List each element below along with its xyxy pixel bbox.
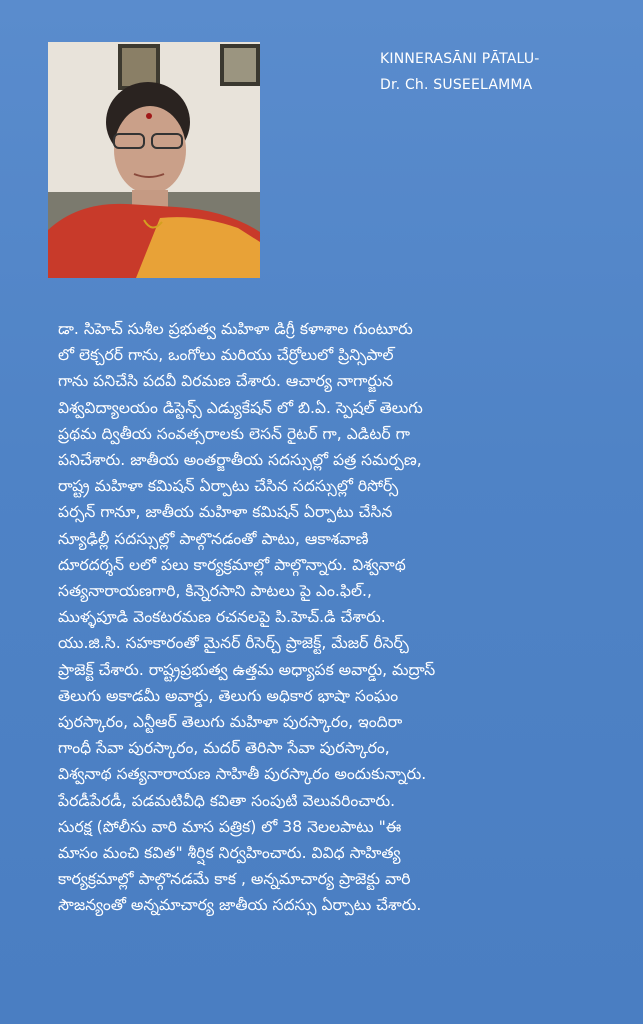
bio-line: యు.జి.సి. సహకారంతో మైనర్ రీసెర్చ్ ప్రాజెక్ట్, మేజర్ రీసెర్చ్ xyxy=(58,634,409,653)
book-title-block xyxy=(380,46,630,98)
bio-line: దూరదర్శన్ లలో పలు కార్యక్రమాల్లో పాల్గొన్నారు. విశ్వనాథ xyxy=(58,555,406,574)
bio-line: పనిచేశారు. జాతీయ అంతర్జాతీయ సదస్సుల్లో పత్ర సమర్పణ, xyxy=(58,451,422,470)
bio-line: పర్సన్ గానూ, జాతీయ మహిళా కమిషన్ ఏర్పాటు చేసిన xyxy=(58,503,393,522)
bio-line: సత్యనారాయణగారి, కిన్నెరసాని పాటలు పై ఎం.ఫిల్., xyxy=(58,582,372,601)
bio-line: తెలుగు అకాడమీ అవార్డు, తెలుగు అధికార భాషా సంఘం xyxy=(58,686,399,705)
bio-line: గాంధీ సేవా పురస్కారం, మదర్ తెరిసా సేవా పురస్కారం, xyxy=(58,739,390,758)
bio-line: సురక్ష (పోలీసు వారి మాస పత్రిక) లో 38 నెలలపాటు "ఈ xyxy=(58,817,402,836)
bio-line: లో లెక్చరర్ గాను, ఒంగోలు మరియు చేర్రోలులో ప్రిన్సిపాల్ xyxy=(58,346,394,365)
bio-line: పేరడీపేరడీ, పడమటివీధి కవితా సంపుటి వెలువరించారు. xyxy=(58,791,396,810)
bio-line: గాను పనిచేసి పదవీ విరమణ చేశారు. ఆచార్య నాగార్జున xyxy=(58,372,394,391)
bio-line: ప్రాజెక్ట్ చేశారు. రాష్ట్రప్రభుత్వ ఉత్తమ అధ్యాపక అవార్డు, మద్రాస్ xyxy=(58,660,436,679)
bio-line: రాష్ట్ర మహిళా కమిషన్ ఏర్పాటు చేసిన సదస్సుల్లో రిసోర్స్ xyxy=(58,477,399,496)
author-biography xyxy=(58,316,594,919)
bio-line: న్యూఢిల్లీ సదస్సుల్లో పాల్గొనడంతో పాటు, ఆకాశవాణి xyxy=(58,529,369,548)
bio-line: డా. సిహెచ్ సుశీల ప్రభుత్వ మహిళా డిగ్రీ కళాశాల గుంటూరు xyxy=(58,320,413,338)
bio-line: మాసం మంచి కవిత" శీర్షిక నిర్వహించారు. వివిధ సాహిత్య xyxy=(58,844,401,863)
bio-line: ముళ్ళపూడి వెంకటరమణ రచనలపై పి.హెచ్.డి చేశారు. xyxy=(58,608,386,627)
bio-line: విశ్వనాథ సత్యనారాయణ సాహితీ పురస్కారం అందుకున్నారు. xyxy=(58,765,427,784)
bio-line: ప్రథమ ద్వితీయ సంవత్సరాలకు లెసన్ రైటర్ గా, ఎడిటర్ గా xyxy=(58,424,410,443)
author-photo xyxy=(48,42,260,278)
author-name: Dr. Ch. SUSEELAMMA xyxy=(380,77,533,93)
bio-line: సౌజన్యంతో అన్నమాచార్య జాతీయ సదస్సు ఏర్పాటు చేశారు. xyxy=(58,896,422,915)
bio-line: కార్యక్రమాల్లో పాల్గొనడమే కాక , అన్నమాచార్య ప్రాజెక్టు వారి xyxy=(58,870,411,889)
bio-line: పురస్కారం, ఎన్టీఆర్ తెలుగు మహిళా పురస్కారం, ఇందిరా xyxy=(58,713,403,732)
bio-line: విశ్వవిద్యాలయం డిస్టెన్స్ ఎడ్యుకేషన్ లో బి.ఏ. స్పెషల్ తెలుగు xyxy=(58,398,423,417)
author-portrait-illustration xyxy=(48,42,260,278)
book-title: KINNERASĀNI PĀTALU- xyxy=(380,51,540,67)
